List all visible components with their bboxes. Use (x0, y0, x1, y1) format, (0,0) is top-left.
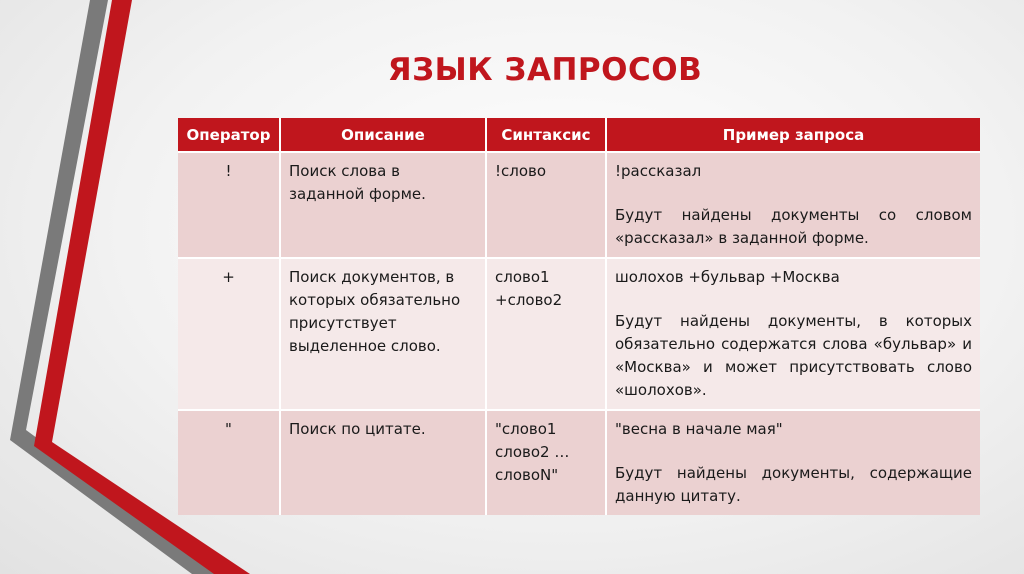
header-syntax: Синтаксис (486, 118, 606, 152)
example-cell (606, 410, 980, 515)
description-cell: Поиск слова в заданной форме. (280, 152, 486, 258)
example-cell (606, 258, 980, 410)
slide-title: ЯЗЫК ЗАПРОСОВ (387, 52, 703, 88)
description-cell: Поиск по цитате. (280, 410, 486, 515)
table-row (178, 258, 980, 410)
example-query: шолохов +бульвар +Москва (615, 268, 840, 286)
description-cell: Поиск документов, в которых обязательно присутствует выделенное слово. (280, 258, 486, 410)
header-operator: Оператор (178, 118, 280, 152)
example-note: Будут найдены документы со словом «рассказал» в заданной форме. (615, 206, 972, 247)
example-query: "весна в начале мая" (615, 420, 783, 438)
table-header-row (178, 118, 980, 152)
operator-cell: ! (178, 152, 280, 258)
syntax-cell: !слово (486, 152, 606, 258)
header-example: Пример запроса (606, 118, 980, 152)
example-cell (606, 152, 980, 258)
syntax-cell: "слово1 слово2 … словоN" (486, 410, 606, 515)
example-query: !рассказал (615, 162, 702, 180)
example-note: Будут найдены документы, содержащие данную цитату. (615, 464, 972, 505)
operator-cell: " (178, 410, 280, 515)
example-note: Будут найдены документы, в которых обязательно содержатся слова «бульвар» и «Москва» и может присутствовать слово «шолохов». (615, 312, 972, 399)
header-description: Описание (280, 118, 486, 152)
operator-cell: + (178, 258, 280, 410)
table-row (178, 152, 980, 258)
syntax-cell: слово1 +слово2 (486, 258, 606, 410)
table-row (178, 410, 980, 515)
query-language-table (178, 118, 980, 515)
